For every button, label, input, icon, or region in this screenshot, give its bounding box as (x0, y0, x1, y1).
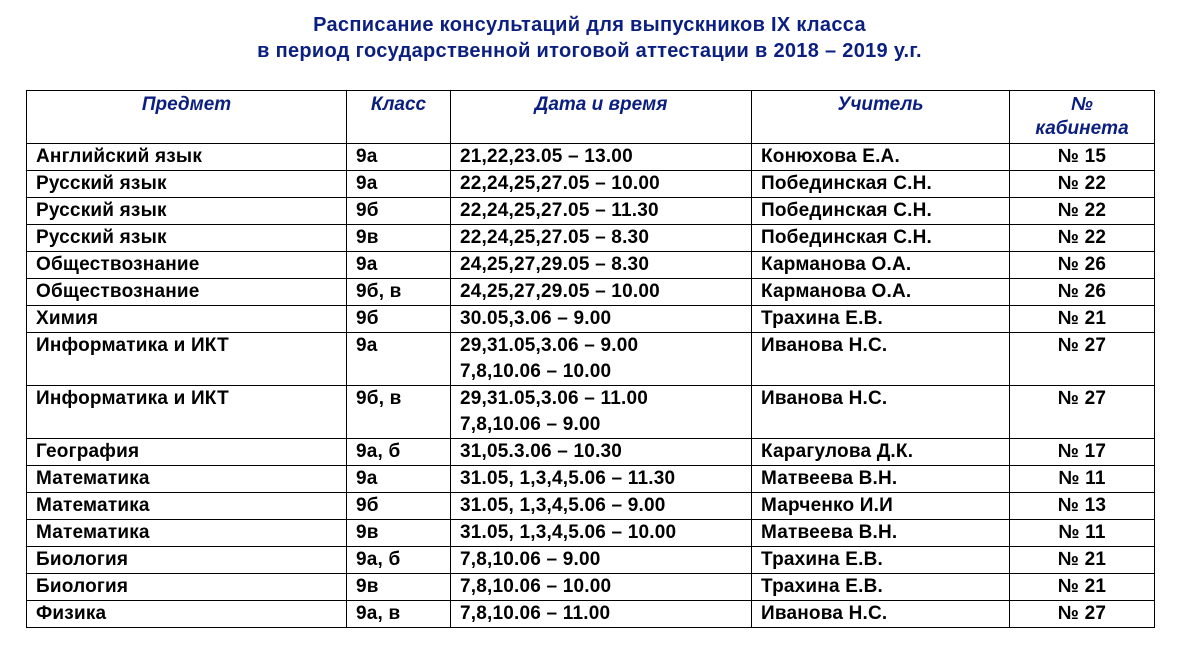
cell-teacher: Иванова Н.С. (752, 601, 1010, 628)
datetime-line: 7,8,10.06 – 10.00 (460, 361, 612, 382)
cell-teacher: Конюхова Е.А. (752, 144, 1010, 171)
table-row (27, 306, 1155, 333)
cell-class: 9а, б (347, 439, 451, 466)
table-row (27, 144, 1155, 171)
cell-room: № 26 (1010, 279, 1155, 306)
cell-datetime (451, 252, 752, 279)
cell-class: 9в (347, 574, 451, 601)
cell-room: № 22 (1010, 198, 1155, 225)
cell-subject: Математика (27, 466, 347, 493)
table-row (27, 225, 1155, 252)
header-datetime: Дата и время (451, 91, 752, 144)
cell-class: 9а (347, 466, 451, 493)
datetime-line: 29,31.05,3.06 – 9.00 (460, 335, 639, 356)
cell-datetime (451, 225, 752, 252)
cell-teacher: Трахина Е.В. (752, 547, 1010, 574)
cell-room: № 11 (1010, 520, 1155, 547)
cell-subject: Информатика и ИКТ (27, 386, 347, 439)
table-row (27, 333, 1155, 386)
cell-datetime (451, 171, 752, 198)
cell-datetime (451, 439, 752, 466)
cell-room: № 15 (1010, 144, 1155, 171)
datetime-line: 24,25,27,29.05 – 8.30 (460, 254, 650, 275)
cell-datetime (451, 144, 752, 171)
cell-room: № 11 (1010, 466, 1155, 493)
cell-class: 9в (347, 225, 451, 252)
table-row (27, 547, 1155, 574)
header-room-line-2: кабинета (1035, 118, 1129, 139)
cell-subject: Обществознание (27, 279, 347, 306)
datetime-line: 22,24,25,27.05 – 8.30 (460, 227, 650, 248)
document-title (0, 12, 1179, 64)
datetime-line: 22,24,25,27.05 – 11.30 (460, 200, 659, 221)
cell-room: № 27 (1010, 333, 1155, 386)
datetime-line: 7,8,10.06 – 9.00 (460, 414, 601, 435)
datetime-line: 22,24,25,27.05 – 10.00 (460, 173, 660, 194)
cell-room: № 22 (1010, 171, 1155, 198)
table-row (27, 601, 1155, 628)
cell-class: 9а (347, 333, 451, 386)
datetime-line: 31,05.3.06 – 10.30 (460, 441, 623, 462)
cell-teacher: Трахина Е.В. (752, 574, 1010, 601)
cell-teacher: Трахина Е.В. (752, 306, 1010, 333)
cell-datetime (451, 493, 752, 520)
cell-subject: Обществознание (27, 252, 347, 279)
cell-datetime (451, 333, 752, 386)
cell-teacher: Карманова О.А. (752, 279, 1010, 306)
cell-room: № 22 (1010, 225, 1155, 252)
cell-datetime (451, 386, 752, 439)
cell-teacher: Иванова Н.С. (752, 386, 1010, 439)
datetime-line: 31.05, 1,3,4,5.06 – 9.00 (460, 495, 666, 516)
table-row (27, 466, 1155, 493)
table-row (27, 171, 1155, 198)
cell-class: 9б (347, 493, 451, 520)
cell-class: 9а (347, 252, 451, 279)
datetime-line: 7,8,10.06 – 9.00 (460, 549, 601, 570)
cell-datetime (451, 198, 752, 225)
cell-class: 9б, в (347, 386, 451, 439)
table-row (27, 493, 1155, 520)
cell-class: 9а (347, 144, 451, 171)
header-subject: Предмет (27, 91, 347, 144)
table-row (27, 252, 1155, 279)
cell-datetime (451, 279, 752, 306)
header-room (1010, 91, 1155, 144)
datetime-line: 7,8,10.06 – 11.00 (460, 603, 611, 624)
cell-teacher: Побединская С.Н. (752, 171, 1010, 198)
cell-datetime (451, 306, 752, 333)
cell-subject: Английский язык (27, 144, 347, 171)
datetime-line: 31.05, 1,3,4,5.06 – 11.30 (460, 468, 676, 489)
datetime-line: 31.05, 1,3,4,5.06 – 10.00 (460, 522, 677, 543)
cell-datetime (451, 547, 752, 574)
cell-subject: Математика (27, 520, 347, 547)
cell-class: 9а (347, 171, 451, 198)
consultation-schedule-table (26, 90, 1155, 628)
cell-datetime (451, 601, 752, 628)
cell-subject: Физика (27, 601, 347, 628)
cell-teacher: Карагулова Д.К. (752, 439, 1010, 466)
cell-teacher: Матвеева В.Н. (752, 520, 1010, 547)
cell-room: № 26 (1010, 252, 1155, 279)
cell-room: № 17 (1010, 439, 1155, 466)
cell-datetime (451, 466, 752, 493)
cell-room: № 21 (1010, 306, 1155, 333)
header-class: Класс (347, 91, 451, 144)
datetime-line: 24,25,27,29.05 – 10.00 (460, 281, 660, 302)
cell-subject: Русский язык (27, 198, 347, 225)
cell-class: 9а, б (347, 547, 451, 574)
header-room-line-1: № (1071, 94, 1093, 115)
datetime-line: 7,8,10.06 – 10.00 (460, 576, 612, 597)
cell-datetime (451, 574, 752, 601)
cell-room: № 27 (1010, 386, 1155, 439)
title-line-2: в период государственной итоговой аттестации в 2018 – 2019 у.г. (257, 40, 922, 62)
header-teacher: Учитель (752, 91, 1010, 144)
cell-room: № 27 (1010, 601, 1155, 628)
table-row (27, 520, 1155, 547)
table-row (27, 386, 1155, 439)
table-body (27, 144, 1155, 628)
cell-subject: Русский язык (27, 225, 347, 252)
cell-subject: Русский язык (27, 171, 347, 198)
cell-class: 9а, в (347, 601, 451, 628)
datetime-line: 29,31.05,3.06 – 11.00 (460, 388, 649, 409)
cell-teacher: Иванова Н.С. (752, 333, 1010, 386)
cell-room: № 21 (1010, 574, 1155, 601)
cell-teacher: Карманова О.А. (752, 252, 1010, 279)
datetime-line: 30.05,3.06 – 9.00 (460, 308, 612, 329)
datetime-line: 21,22,23.05 – 13.00 (460, 146, 633, 167)
table-row (27, 279, 1155, 306)
table-row (27, 574, 1155, 601)
cell-subject: Математика (27, 493, 347, 520)
table-header-row (27, 91, 1155, 144)
cell-subject: География (27, 439, 347, 466)
cell-subject: Биология (27, 574, 347, 601)
table-row (27, 198, 1155, 225)
cell-teacher: Побединская С.Н. (752, 198, 1010, 225)
cell-teacher: Марченко И.И (752, 493, 1010, 520)
cell-subject: Химия (27, 306, 347, 333)
title-line-1: Расписание консультаций для выпускников IX класса (313, 14, 866, 36)
cell-datetime (451, 520, 752, 547)
cell-class: 9б (347, 198, 451, 225)
table-row (27, 439, 1155, 466)
cell-class: 9б (347, 306, 451, 333)
cell-teacher: Побединская С.Н. (752, 225, 1010, 252)
cell-class: 9б, в (347, 279, 451, 306)
cell-teacher: Матвеева В.Н. (752, 466, 1010, 493)
cell-subject: Биология (27, 547, 347, 574)
cell-class: 9в (347, 520, 451, 547)
cell-subject: Информатика и ИКТ (27, 333, 347, 386)
cell-room: № 21 (1010, 547, 1155, 574)
cell-room: № 13 (1010, 493, 1155, 520)
